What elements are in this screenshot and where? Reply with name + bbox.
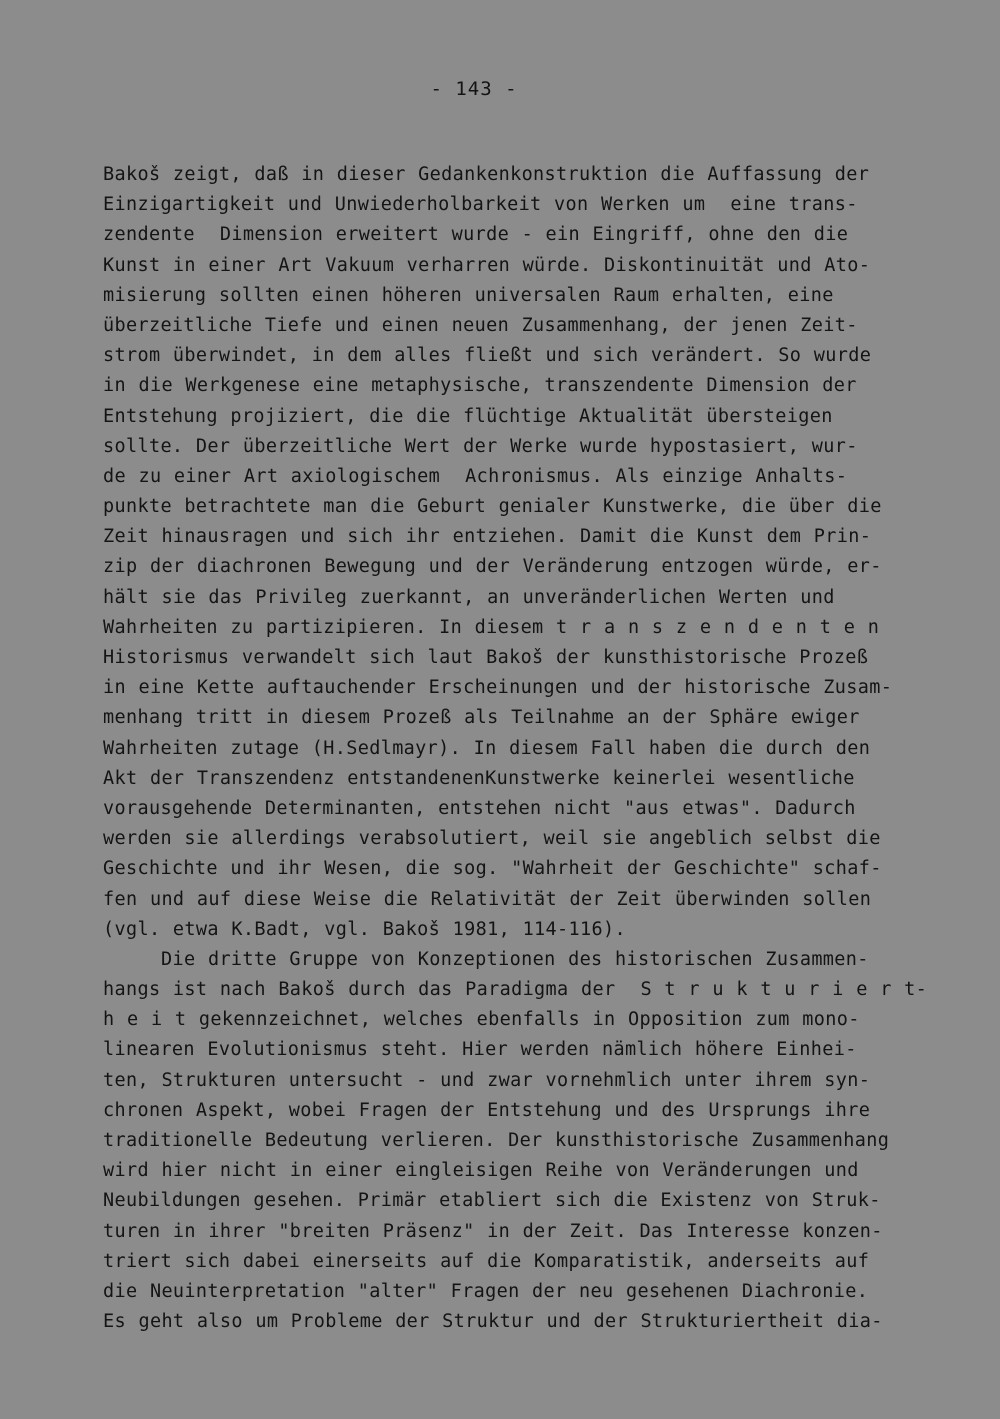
body-text	[103, 160, 933, 1337]
text-line: de zu einer Art axiologischem Achronismus. Als einzige Anhalts-	[103, 465, 848, 487]
text-line: Zeit hinausragen und sich ihr entziehen. Damit die Kunst dem Prin-	[103, 526, 872, 548]
text-line: wird hier nicht in einer eingleisigen Reihe von Veränderungen und	[103, 1160, 859, 1182]
text-line: fen und auf diese Weise die Relativität der Zeit überwinden sollen	[103, 888, 872, 910]
text-line: zip der diachronen Bewegung und der Veränderung entzogen würde, er-	[103, 556, 882, 578]
text-line: Akt der Transzendenz entstandenenKunstwerke keinerlei wesentliche	[103, 767, 855, 789]
text-line: Wahrheiten zutage (H.Sedlmayr). In diesem Fall haben die durch den	[103, 737, 871, 759]
text-line: Kunst in einer Art Vakuum verharren würde. Diskontinuität und Ato-	[103, 254, 871, 276]
text-line: h e i t gekennzeichnet, welches ebenfalls in Opposition zum mono-	[103, 1009, 860, 1031]
text-line: ten, Strukturen untersucht - und zwar vornehmlich unter ihrem syn-	[103, 1069, 871, 1091]
text-line: Neubildungen gesehen. Primär etabliert sich die Existenz von Struk-	[103, 1190, 881, 1212]
text-line: turen in ihrer "breiten Präsenz" in der Zeit. Das Interesse konzen-	[103, 1220, 883, 1242]
text-line: Wahrheiten zu partizipieren. In diesem t r a n s z e n d e n t e n	[103, 616, 880, 638]
text-line: Bakoš zeigt, daß in dieser Gedankenkonstruktion die Auffassung der	[103, 164, 870, 185]
text-line: Es geht also um Probleme der Struktur und der Strukturiertheit dia-	[103, 1311, 883, 1333]
text-line: strom überwindet, in dem alles fließt und sich verändert. So wurde	[103, 345, 872, 367]
text-line: (vgl. etwa K.Badt, vgl. Bakoš 1981, 114-116).	[103, 918, 626, 940]
text-line: Geschichte und ihr Wesen, die sog. "Wahrheit der Geschichte" schaf-	[103, 858, 882, 880]
text-line: misierung sollten einen höheren universalen Raum erhalten, eine	[103, 284, 834, 306]
text-line: triert sich dabei einerseits auf die Komparatistik, anderseits auf	[103, 1250, 870, 1272]
page-number: - 143 -	[430, 78, 518, 100]
text-line: sollte. Der überzeitliche Wert der Werke wurde hypostasiert, wur-	[103, 435, 858, 457]
text-line: hangs ist nach Bakoš durch das Paradigma der S t r u k t u r i e r t-	[103, 979, 928, 1001]
text-line: Einzigartigkeit und Unwiederholbarkeit von Werken um eine trans-	[103, 194, 858, 216]
text-line: in die Werkgenese eine metaphysische, transzendente Dimension der	[103, 375, 857, 397]
text-line: Entstehung projiziert, die die flüchtige Aktualität übersteigen	[103, 405, 833, 427]
text-line: werden sie allerdings verabsolutiert, weil sie angeblich selbst die	[103, 828, 881, 850]
paragraph-start-line: Die dritte Gruppe von Konzeptionen des historischen Zusammen-	[161, 948, 869, 970]
text-line: vorausgehende Determinanten, entstehen nicht "aus etwas". Dadurch	[103, 797, 856, 819]
text-line: punkte betrachtete man die Geburt genialer Kunstwerke, die über die	[103, 496, 882, 518]
text-line: in eine Kette auftauchender Erscheinungen und der historische Zusam-	[103, 677, 893, 699]
text-line: menhang tritt in diesem Prozeß als Teilnahme an der Sphäre ewiger	[103, 707, 860, 729]
text-line: die Neuinterpretation "alter" Fragen der neu gesehenen Diachronie.	[103, 1280, 869, 1302]
text-line: überzeitliche Tiefe und einen neuen Zusammenhang, der jenen Zeit-	[103, 314, 858, 336]
text-line: zendente Dimension erweitert wurde - ein Eingriff, ohne den die	[103, 224, 849, 246]
text-line: chronen Aspekt, wobei Fragen der Entstehung und des Ursprungs ihre	[103, 1099, 871, 1121]
text-line: Historismus verwandelt sich laut Bakoš der kunsthistorische Prozeß	[103, 647, 869, 668]
text-line: hält sie das Privileg zuerkannt, an unveränderlichen Werten und	[103, 586, 835, 608]
text-line: traditionelle Bedeutung verlieren. Der kunsthistorische Zusammenhang	[103, 1130, 890, 1151]
text-line: linearen Evolutionismus steht. Hier werden nämlich höhere Einhei-	[103, 1039, 857, 1061]
